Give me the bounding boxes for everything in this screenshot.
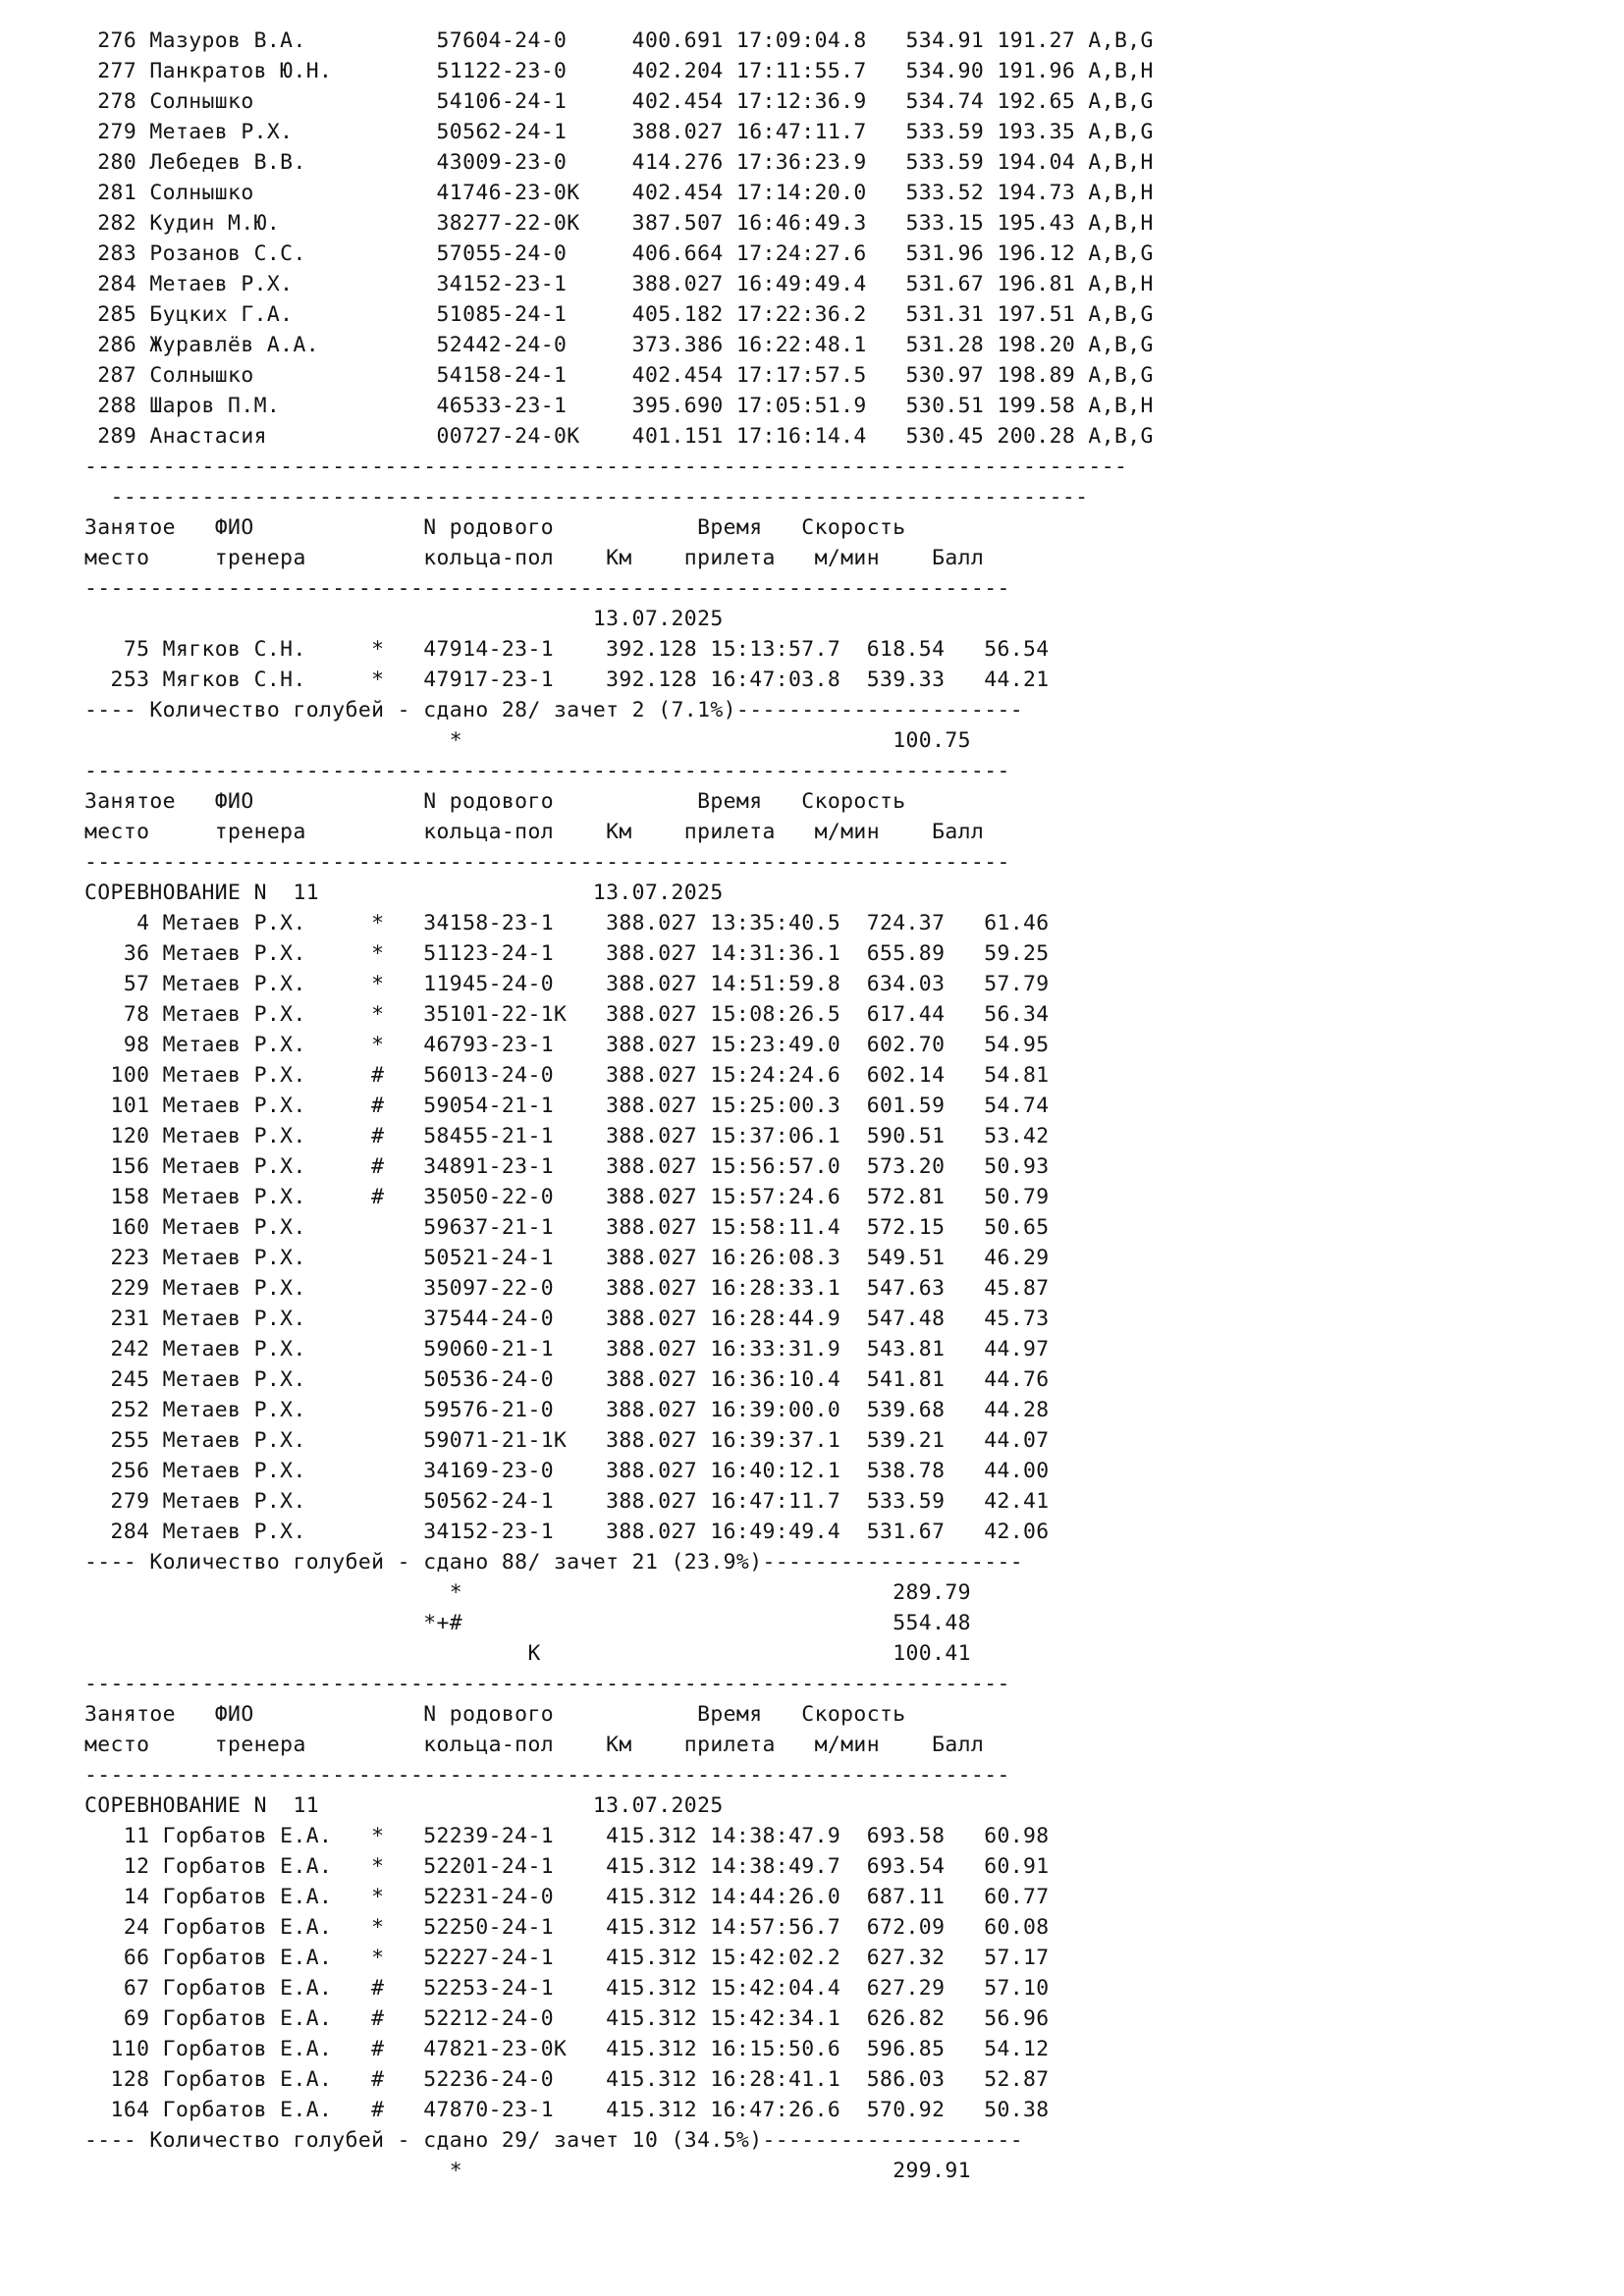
report-line: 100 Метаев Р.Х. # 56013-24-0 388.027 15:24:24.6 602.14 54.81 bbox=[84, 1063, 1050, 1088]
report-line: 252 Метаев Р.Х. 59576-21-0 388.027 16:39:00.0 539.68 44.28 bbox=[84, 1398, 1050, 1422]
report-line: 57 Метаев Р.Х. * 11945-24-0 388.027 14:51:59.8 634.03 57.79 bbox=[84, 972, 1050, 996]
report-line: 276 Мазуров В.А. 57604-24-0 400.691 17:09:04.8 534.91 191.27 A,B,G bbox=[84, 28, 1154, 53]
report-line: --------------------------------------------------------------------------- bbox=[84, 485, 1089, 509]
report-line: * 299.91 bbox=[84, 2159, 971, 2183]
report-line: 287 Солнышко 54158-24-1 402.454 17:17:57.5 530.97 198.89 A,B,G bbox=[84, 363, 1154, 388]
report-line: 281 Солнышко 41746-23-0K 402.454 17:14:20.0 533.52 194.73 A,B,H bbox=[84, 181, 1154, 205]
report-line: 284 Метаев Р.Х. 34152-23-1 388.027 16:49:49.4 531.67 196.81 A,B,H bbox=[84, 272, 1154, 296]
report-line: 12 Горбатов Е.А. * 52201-24-1 415.312 14:38:49.7 693.54 60.91 bbox=[84, 1854, 1050, 1879]
report-line: 283 Розанов С.С. 57055-24-0 406.664 17:24:27.6 531.96 196.12 A,B,G bbox=[84, 241, 1154, 266]
report-line: Занятое ФИО N родового Время Скорость bbox=[84, 515, 906, 540]
report-line: 286 Журавлёв А.А. 52442-24-0 373.386 16:22:48.1 531.28 198.20 A,B,G bbox=[84, 333, 1154, 357]
report-line: 128 Горбатов Е.А. # 52236-24-0 415.312 16:28:41.1 586.03 52.87 bbox=[84, 2067, 1050, 2092]
report-line: 158 Метаев Р.Х. # 35050-22-0 388.027 15:57:24.6 572.81 50.79 bbox=[84, 1185, 1050, 1209]
report-line: * 100.75 bbox=[84, 728, 971, 753]
report-line: 14 Горбатов Е.А. * 52231-24-0 415.312 14:44:26.0 687.11 60.77 bbox=[84, 1885, 1050, 1909]
report-line: *+# 554.48 bbox=[84, 1611, 971, 1635]
report-line: ---- Количество голубей - сдано 88/ зачет 21 (23.9%)-------------------- bbox=[84, 1550, 1024, 1575]
report-line: 24 Горбатов Е.А. * 52250-24-1 415.312 14:57:56.7 672.09 60.08 bbox=[84, 1915, 1050, 1940]
report-line: ---- Количество голубей - сдано 28/ зачет 2 (7.1%)---------------------- bbox=[84, 698, 1024, 722]
report-line: Занятое ФИО N родового Время Скорость bbox=[84, 1702, 906, 1727]
report-line: Занятое ФИО N родового Время Скорость bbox=[84, 789, 906, 814]
report-line: -------------------------------------------------------------------------------- bbox=[84, 454, 1128, 479]
report-line: 280 Лебедев В.В. 43009-23-0 414.276 17:36:23.9 533.59 194.04 A,B,H bbox=[84, 150, 1154, 175]
report-line: 277 Панкратов Ю.Н. 51122-23-0 402.204 17:11:55.7 534.90 191.96 A,B,H bbox=[84, 59, 1154, 83]
report-line: ----------------------------------------------------------------------- bbox=[84, 1672, 1010, 1696]
report-line: 223 Метаев Р.Х. 50521-24-1 388.027 16:26:08.3 549.51 46.29 bbox=[84, 1246, 1050, 1270]
report-line: место тренера кольца-пол Км прилета м/мин Балл bbox=[84, 820, 985, 844]
report-line: 101 Метаев Р.Х. # 59054-21-1 388.027 15:25:00.3 601.59 54.74 bbox=[84, 1094, 1050, 1118]
report-line: 231 Метаев Р.Х. 37544-24-0 388.027 16:28:44.9 547.48 45.73 bbox=[84, 1307, 1050, 1331]
report-line: 75 Мягков С.Н. * 47914-23-1 392.128 15:13:57.7 618.54 56.54 bbox=[84, 637, 1050, 662]
report-line: 156 Метаев Р.Х. # 34891-23-1 388.027 15:56:57.0 573.20 50.93 bbox=[84, 1154, 1050, 1179]
report-line: СОРЕВНОВАНИЕ N 11 13.07.2025 bbox=[84, 1793, 724, 1818]
report-line: 78 Метаев Р.Х. * 35101-22-1K 388.027 15:08:26.5 617.44 56.34 bbox=[84, 1002, 1050, 1027]
report-line: место тренера кольца-пол Км прилета м/мин Балл bbox=[84, 546, 985, 570]
report-line: место тренера кольца-пол Км прилета м/мин Балл bbox=[84, 1733, 985, 1757]
report-line: 11 Горбатов Е.А. * 52239-24-1 415.312 14:38:47.9 693.58 60.98 bbox=[84, 1824, 1050, 1848]
report-line: 98 Метаев Р.Х. * 46793-23-1 388.027 15:23:49.0 602.70 54.95 bbox=[84, 1033, 1050, 1057]
report-line: 282 Кудин М.Ю. 38277-22-0K 387.507 16:46:49.3 533.15 195.43 A,B,H bbox=[84, 211, 1154, 236]
report-line: 288 Шаров П.М. 46533-23-1 395.690 17:05:51.9 530.51 199.58 A,B,H bbox=[84, 394, 1154, 418]
report-line: ----------------------------------------------------------------------- bbox=[84, 576, 1010, 601]
report-line: 13.07.2025 bbox=[84, 607, 724, 631]
report-line: ----------------------------------------------------------------------- bbox=[84, 850, 1010, 875]
report-line: K 100.41 bbox=[84, 1641, 971, 1666]
report-line: СОРЕВНОВАНИЕ N 11 13.07.2025 bbox=[84, 881, 724, 905]
report-line: 66 Горбатов Е.А. * 52227-24-1 415.312 15:42:02.2 627.32 57.17 bbox=[84, 1946, 1050, 1970]
report-line: 256 Метаев Р.Х. 34169-23-0 388.027 16:40:12.1 538.78 44.00 bbox=[84, 1459, 1050, 1483]
report-text-body bbox=[0, 26, 1624, 2186]
report-line: 229 Метаев Р.Х. 35097-22-0 388.027 16:28:33.1 547.63 45.87 bbox=[84, 1276, 1050, 1301]
report-line: 289 Анастасия 00727-24-0K 401.151 17:16:14.4 530.45 200.28 A,B,G bbox=[84, 424, 1154, 449]
report-line: 164 Горбатов Е.А. # 47870-23-1 415.312 16:47:26.6 570.92 50.38 bbox=[84, 2098, 1050, 2122]
report-line: 4 Метаев Р.Х. * 34158-23-1 388.027 13:35:40.5 724.37 61.46 bbox=[84, 911, 1050, 935]
report-line: ----------------------------------------------------------------------- bbox=[84, 759, 1010, 783]
report-line: 279 Метаев Р.Х. 50562-24-1 388.027 16:47:11.7 533.59 193.35 A,B,G bbox=[84, 120, 1154, 144]
report-line: 242 Метаев Р.Х. 59060-21-1 388.027 16:33:31.9 543.81 44.97 bbox=[84, 1337, 1050, 1362]
report-line: ----------------------------------------------------------------------- bbox=[84, 1763, 1010, 1788]
report-line: 110 Горбатов Е.А. # 47821-23-0K 415.312 16:15:50.6 596.85 54.12 bbox=[84, 2037, 1050, 2061]
report-line: 67 Горбатов Е.А. # 52253-24-1 415.312 15:42:04.4 627.29 57.10 bbox=[84, 1976, 1050, 2001]
report-line: 120 Метаев Р.Х. # 58455-21-1 388.027 15:37:06.1 590.51 53.42 bbox=[84, 1124, 1050, 1148]
report-line: 255 Метаев Р.Х. 59071-21-1K 388.027 16:39:37.1 539.21 44.07 bbox=[84, 1428, 1050, 1453]
report-line: 285 Буцких Г.А. 51085-24-1 405.182 17:22:36.2 531.31 197.51 A,B,G bbox=[84, 302, 1154, 327]
report-line: ---- Количество голубей - сдано 29/ зачет 10 (34.5%)-------------------- bbox=[84, 2128, 1024, 2153]
report-line: 278 Солнышко 54106-24-1 402.454 17:12:36.9 534.74 192.65 A,B,G bbox=[84, 89, 1154, 114]
report-line: * 289.79 bbox=[84, 1580, 971, 1605]
report-line: 279 Метаев Р.Х. 50562-24-1 388.027 16:47:11.7 533.59 42.41 bbox=[84, 1489, 1050, 1514]
report-line: 284 Метаев Р.Х. 34152-23-1 388.027 16:49:49.4 531.67 42.06 bbox=[84, 1520, 1050, 1544]
report-line: 253 Мягков С.Н. * 47917-23-1 392.128 16:47:03.8 539.33 44.21 bbox=[84, 667, 1050, 692]
report-line: 245 Метаев Р.Х. 50536-24-0 388.027 16:36:10.4 541.81 44.76 bbox=[84, 1367, 1050, 1392]
report-line: 69 Горбатов Е.А. # 52212-24-0 415.312 15:42:34.1 626.82 56.96 bbox=[84, 2006, 1050, 2031]
report-line: 36 Метаев Р.Х. * 51123-24-1 388.027 14:31:36.1 655.89 59.25 bbox=[84, 941, 1050, 966]
report-line: 160 Метаев Р.Х. 59637-21-1 388.027 15:58:11.4 572.15 50.65 bbox=[84, 1215, 1050, 1240]
